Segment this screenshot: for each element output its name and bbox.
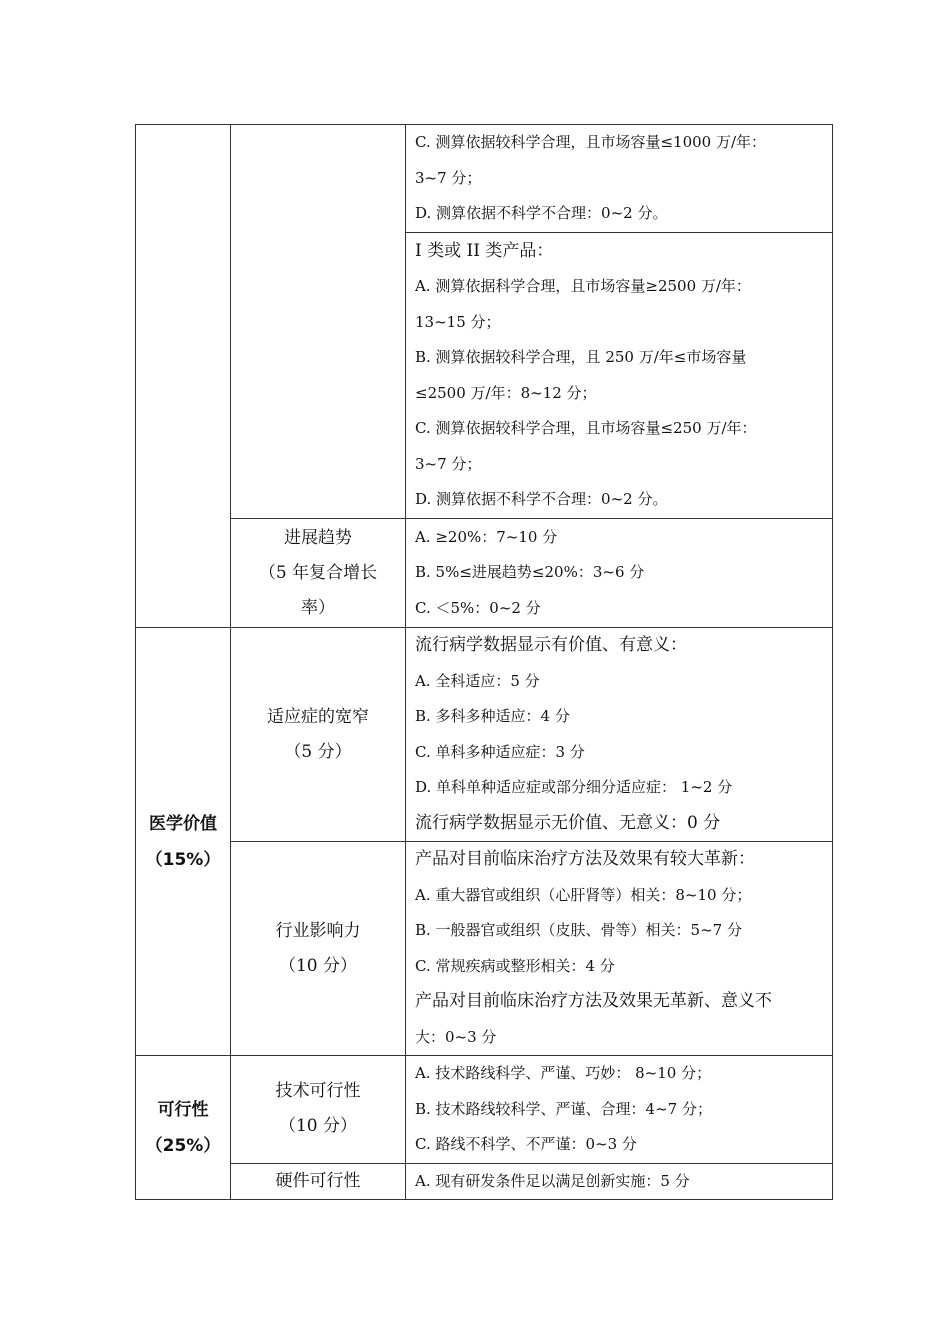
table-row <box>136 125 833 233</box>
subcategory-cell <box>231 1056 406 1164</box>
criteria-line: C. 测算依据较科学合理，且市场容量≤250 万/年： <box>415 419 757 437</box>
criteria-line: 3~7 分； <box>415 454 482 473</box>
subcategory-label: 技术可行性 <box>275 1081 361 1102</box>
criteria-line: 产品对目前临床治疗方法及效果无革新、意义不 <box>415 991 772 1011</box>
subcategory-label: 硬件可行性 <box>275 1170 361 1191</box>
category-weight: （25%） <box>145 1135 221 1156</box>
table-row <box>136 842 833 1056</box>
criteria-line: ≤2500 万/年：8~12 分； <box>415 383 597 402</box>
subcategory-label: 适应症的宽窄 <box>267 706 369 727</box>
criteria-line: D. 测算依据不科学不合理：0~2 分。 <box>415 490 668 508</box>
criteria-cell <box>406 628 833 842</box>
table-row <box>136 1163 833 1200</box>
criteria-line: B. 多科多种适应：4 分 <box>415 707 570 725</box>
category-cell-empty <box>136 125 231 628</box>
criteria-line: B. 技术路线较科学、严谨、合理：4~7 分； <box>415 1099 712 1118</box>
criteria-line: 流行病学数据显示有价值、有意义： <box>415 635 687 655</box>
criteria-line: A. 测算依据科学合理，且市场容量≥2500 万/年： <box>415 277 751 295</box>
subcategory-cell-empty <box>231 125 406 519</box>
category-weight: （15%） <box>145 849 221 870</box>
criteria-line: D. 单科单种适应症或部分细分适应症： 1~2 分 <box>415 778 733 796</box>
subcategory-score: （10 分） <box>278 955 358 976</box>
criteria-line: A. 全科适应：5 分 <box>415 671 540 690</box>
criteria-line: C. 测算依据较科学合理，且市场容量≤1000 万/年： <box>415 133 767 152</box>
subcategory-score: （10 分） <box>278 1116 358 1137</box>
subcategory-label: 率） <box>301 597 335 618</box>
criteria-cell <box>406 233 833 519</box>
criteria-line: 流行病学数据显示无价值、无意义：0 分 <box>415 812 721 833</box>
table-row <box>136 519 833 628</box>
criteria-line: A. 重大器官或组织（心肝肾等）相关：8~10 分； <box>415 885 752 904</box>
criteria-line: B. 5%≤进展趋势≤20%：3~6 分 <box>415 563 645 582</box>
criteria-line: 3~7 分； <box>415 168 482 187</box>
criteria-line: D. 测算依据不科学不合理：0~2 分。 <box>415 204 668 223</box>
criteria-line: A. 现有研发条件足以满足创新实施：5 分 <box>415 1171 690 1190</box>
subcategory-cell <box>231 628 406 842</box>
category-label: 可行性 <box>157 1099 209 1120</box>
criteria-line: C. ＜5%：0~2 分 <box>415 598 541 617</box>
subcategory-label: 进展趋势 <box>284 527 352 548</box>
criteria-line: B. 测算依据较科学合理，且 250 万/年≤市场容量 <box>415 348 747 366</box>
table-row <box>136 1056 833 1164</box>
criteria-line: C. 单科多种适应症：3 分 <box>415 742 585 761</box>
subcategory-cell <box>231 842 406 1056</box>
subcategory-score: （5 分） <box>284 741 352 762</box>
subcategory-cell <box>231 519 406 628</box>
criteria-line: I 类或 II 类产品： <box>415 240 554 261</box>
criteria-line: 产品对目前临床治疗方法及效果有较大革新： <box>415 849 755 869</box>
evaluation-table <box>135 124 833 1200</box>
criteria-cell <box>406 125 833 233</box>
category-cell <box>136 628 231 1056</box>
criteria-line: A. 技术路线科学、严谨、巧妙： 8~10 分； <box>415 1064 712 1082</box>
criteria-line: A. ≥20%：7~10 分 <box>415 527 558 546</box>
criteria-cell <box>406 842 833 1056</box>
criteria-cell <box>406 519 833 628</box>
criteria-cell <box>406 1056 833 1164</box>
criteria-line: B. 一般器官或组织（皮肤、骨等）相关：5~7 分 <box>415 921 742 939</box>
category-cell <box>136 1056 231 1200</box>
table-row <box>136 628 833 842</box>
criteria-line: C. 路线不科学、不严谨：0~3 分 <box>415 1135 637 1153</box>
criteria-cell <box>406 1163 833 1200</box>
subcategory-cell <box>231 1163 406 1200</box>
criteria-line: 大：0~3 分 <box>415 1027 497 1046</box>
category-label: 医学价值 <box>149 813 217 834</box>
criteria-line: 13~15 分； <box>415 312 501 331</box>
criteria-line: C. 常规疾病或整形相关：4 分 <box>415 956 615 975</box>
subcategory-label: （5 年复合增长 <box>258 562 378 583</box>
subcategory-label: 行业影响力 <box>275 920 361 941</box>
